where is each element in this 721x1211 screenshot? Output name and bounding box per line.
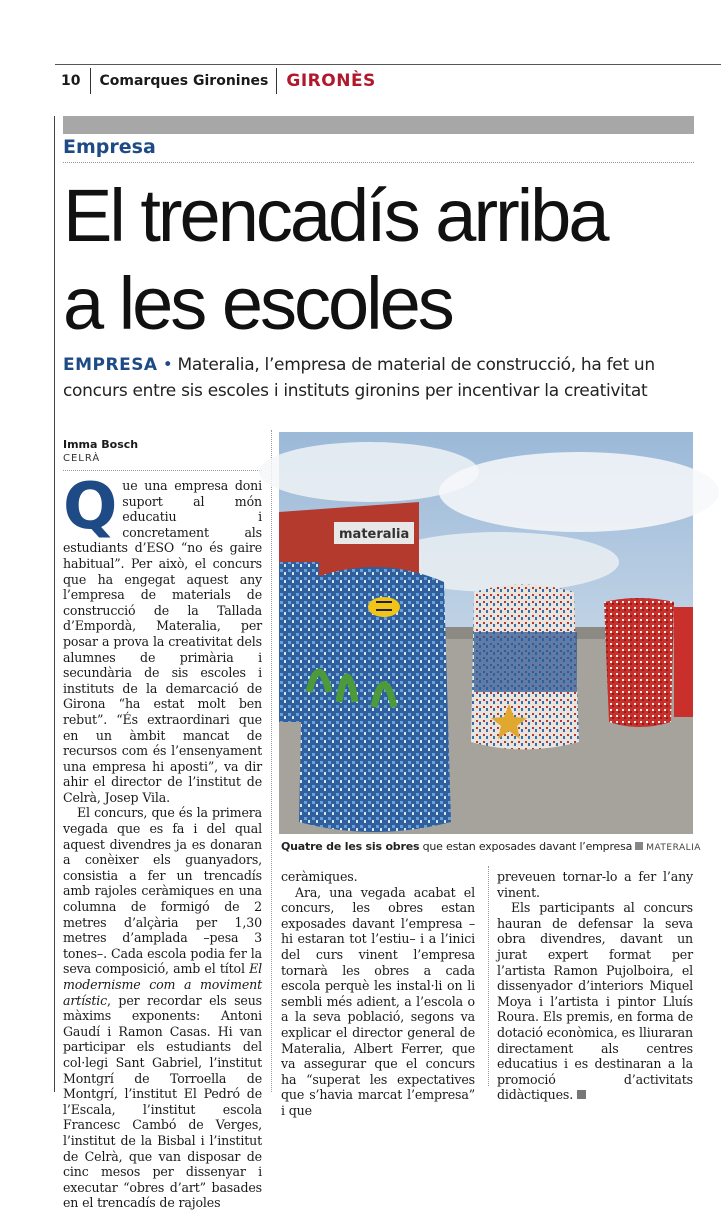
paragraph: Ara, una vegada acabat el concurs, les obres estan exposades davant l’empresa –hi estaran tot l’estiu– i a l’inici del curs vinent l’empresa tornarà les obres a cada escola perquè les instal·li on li sembli més adient, a l’escola o a la seva població, segons va explicar el director general de Materalia, Albert Ferrer, que va assegurar que el concurs ha “superat les expectatives que s’havia marcat l’empresa” i que <box>281 884 475 1118</box>
left-margin-rule <box>54 116 55 1092</box>
column-separator-2 <box>488 866 489 1086</box>
body-column-3 <box>497 869 693 1103</box>
deck-label: EMPRESA <box>63 355 158 375</box>
body-column-1 <box>63 470 262 1211</box>
page-number: 10 <box>55 68 91 94</box>
section-name: Comarques Gironines <box>91 68 277 94</box>
section-bar <box>63 116 694 134</box>
end-mark-icon <box>577 1090 586 1099</box>
headline-line-2: a les escoles <box>63 262 452 345</box>
column-separator <box>271 430 272 1092</box>
byline <box>63 438 138 464</box>
paragraph: preveuen tornar-lo a fer l’any vinent. <box>497 869 693 900</box>
paragraph-text: , per recordar els seus màxims exponents: Antoni Gaudí i Ramon Casas. Hi van participar els estudiants del col·legi Sant Gabriel, l’institut Montgrí de Torroella de Montgrí, l’institut El Pedró de l’Escala, l’institut escola Francesc Cambó de Verges, l’institut de la Bisbal i l’institut de Celrà, que van disposar de cinc mesos per dissenyar i executar “obres d’art” basades en el trencadís de rajoles <box>63 992 262 1211</box>
mosaic-columns-photo <box>279 432 693 834</box>
kicker: Empresa <box>63 136 156 158</box>
paragraph-text: El concurs, que és la primera vegada que es fa i del qual aquest divendres ja es donaran a conèixer els guanyadors, consistia a fer un trencadís amb rajoles ceràmiques en una columna de formigó de 2 metres d’alçària per 1,30 metres d’amplada –pesa 3 tones–. Cada escola podia fer la seva composició, amb el títol <box>63 805 262 977</box>
deck-text: Materalia, l’empresa de material de construcció, ha fet un concurs entre sis escoles i instituts gironins per incentivar la creativitat <box>63 355 655 401</box>
byline-place: CELRÀ <box>63 453 101 464</box>
paragraph <box>63 470 262 805</box>
caption-lead: Quatre de les sis obres <box>281 840 420 853</box>
drop-cap: Q <box>63 470 118 544</box>
page-header <box>55 68 376 94</box>
deck-bullet: • <box>162 355 173 375</box>
exhibition-title: El modernisme com a moviment artístic <box>63 961 262 1008</box>
headline-line-1: El trencadís arriba <box>63 174 607 257</box>
paragraph: ceràmiques. <box>281 869 358 884</box>
headline <box>63 172 703 348</box>
photo-credit: MATERALIA <box>646 843 701 853</box>
deck <box>63 352 703 404</box>
paragraph <box>497 900 693 1103</box>
building-sign: materalia <box>339 527 410 542</box>
byline-author: Imma Bosch <box>63 438 139 451</box>
article-photo <box>279 432 693 834</box>
body-column-2 <box>281 869 475 1119</box>
caption-text: que estan exposades davant l’empresa <box>422 840 633 853</box>
paragraph-text: ue una empresa doni suport al món educatiu i concretament als estudiants d’ESO “no és gaire habitual”. Per això, el concurs que ha engegat aquest any l’empresa de materials de construcció de la Tallada d’Empordà, Materalia, per posar a prova la creativitat dels alumnes de primària i secundària de sis escoles i instituts de la demarcació de Girona “ha estat molt ben rebut”. “És extraordinari que en un àmbit mancat de recursos com és l’ensenyament una empresa hi aposti”, va dir ahir el director de l’institut de Celrà, Josep Vila. <box>63 478 262 805</box>
region-name: GIRONÈS <box>286 71 376 91</box>
header-top-rule <box>55 64 721 65</box>
kicker-divider <box>63 162 694 163</box>
photo-caption <box>281 840 701 853</box>
square-marker-icon <box>635 842 643 850</box>
paragraph-text: Els participants al concurs hauran de defensar la seva obra divendres, davant un jurat expert format per l’artista Ramon Pujolboira, el dissenyador d’interiors Miquel Moya i l’artista i pintor Lluís Roura. Els premis, en forma de dotació econòmica, es lliuraran directament als centres educatius i es destinaran a la promoció d’activitats didàctiques. <box>497 900 693 1103</box>
paragraph <box>63 805 262 1210</box>
